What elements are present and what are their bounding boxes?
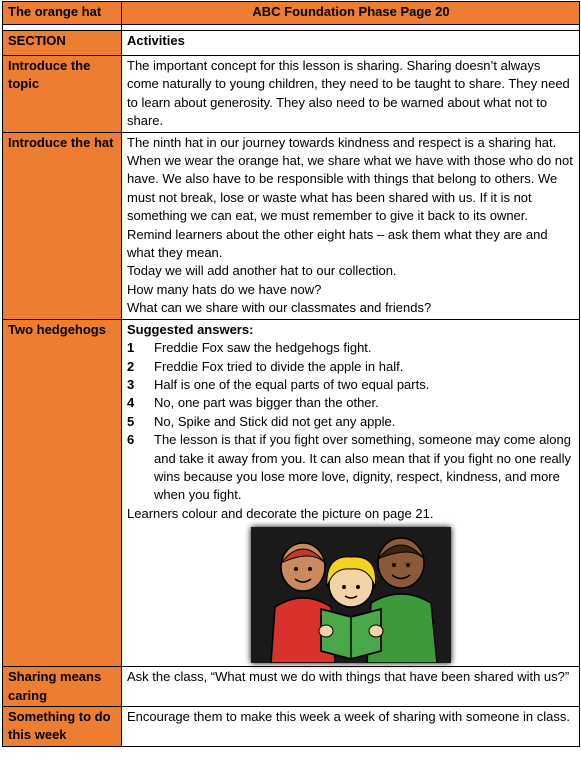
activities-column-header: Activities xyxy=(122,31,580,56)
item-number: 2 xyxy=(127,358,135,374)
item-text: Freddie Fox saw the hedgehogs fight. xyxy=(154,340,372,356)
list-item xyxy=(127,358,575,376)
row-introduce-topic xyxy=(3,56,580,133)
item-number: 5 xyxy=(127,413,135,429)
item-text: Freddie Fox tried to divide the apple in half. xyxy=(154,358,404,374)
item-number: 1 xyxy=(127,340,135,356)
header-page-label: ABC Foundation Phase Page 20 xyxy=(122,2,580,25)
row-something-to-do xyxy=(3,706,580,746)
paragraph: What can we share with our classmates and friends? xyxy=(127,300,432,316)
row-sharing-means-caring xyxy=(3,667,580,707)
picture-instruction: Learners colour and decorate the picture on page 21. xyxy=(127,505,434,521)
section-label: Two hedgehogs xyxy=(3,319,122,666)
row-introduce-hat xyxy=(3,132,580,319)
paragraph: The ninth hat in our journey towards kindness and respect is a sharing hat. When we wear the orange hat, we share what we have with those who do not have. We also have to be responsible with things that belong to others. We must not break, lose or waste what has been shared with us. If it is not something we can eat, we must remember to give it back to its owner. xyxy=(127,134,573,224)
answers-heading: Suggested answers: xyxy=(127,321,254,337)
section-label: Sharing means caring xyxy=(3,667,122,707)
children-reading-illustration xyxy=(251,527,451,663)
list-item xyxy=(127,413,575,431)
item-text: Half is one of the equal parts of two equal parts. xyxy=(154,376,430,392)
item-text: No, one part was bigger than the other. xyxy=(154,395,379,411)
row-two-hedgehogs xyxy=(3,319,580,666)
activity-text: Encourage them to make this week a week of sharing with someone in class. xyxy=(122,706,580,746)
item-number: 6 xyxy=(127,432,135,448)
activity-text: The important concept for this lesson is sharing. Sharing doesn’t always come naturally to young children, they need to be taught to share. They need to learn about generosity. They also need to be warned about what not to share. xyxy=(122,56,580,133)
section-label: Introduce the topic xyxy=(3,56,122,133)
answers-list xyxy=(127,339,575,505)
paragraph: Remind learners about the other eight hats – ask them what they are and what they mean. xyxy=(127,226,548,261)
header-row xyxy=(3,2,580,25)
paragraph: Today we will add another hat to our collection. xyxy=(127,263,397,279)
section-label: Introduce the hat xyxy=(3,132,122,319)
header-title: The orange hat xyxy=(3,2,122,25)
section-column-header: SECTION xyxy=(3,31,122,56)
list-item xyxy=(127,376,575,394)
list-item xyxy=(127,339,575,357)
list-item xyxy=(127,394,575,412)
children-reading-icon xyxy=(251,527,451,663)
list-item xyxy=(127,431,575,505)
illustration-wrapper xyxy=(127,523,575,665)
item-number: 4 xyxy=(127,395,135,411)
activity-text: Ask the class, “What must we do with things that have been shared with us?” xyxy=(122,667,580,707)
column-header-row xyxy=(3,31,580,56)
activity-cell xyxy=(122,319,580,666)
activity-cell xyxy=(122,132,580,319)
lesson-plan-table xyxy=(2,1,580,747)
paragraph: How many hats do we have now? xyxy=(127,281,322,297)
item-text: No, Spike and Stick did not get any apple. xyxy=(154,413,396,429)
section-label: Something to do this week xyxy=(3,706,122,746)
item-text: The lesson is that if you fight over something, someone may come along and take it away from you. It can also mean that if you fight no one really wins because you lose more love, dignity, respect, kindness, and more when you fight. xyxy=(154,432,571,503)
item-number: 3 xyxy=(127,376,135,392)
